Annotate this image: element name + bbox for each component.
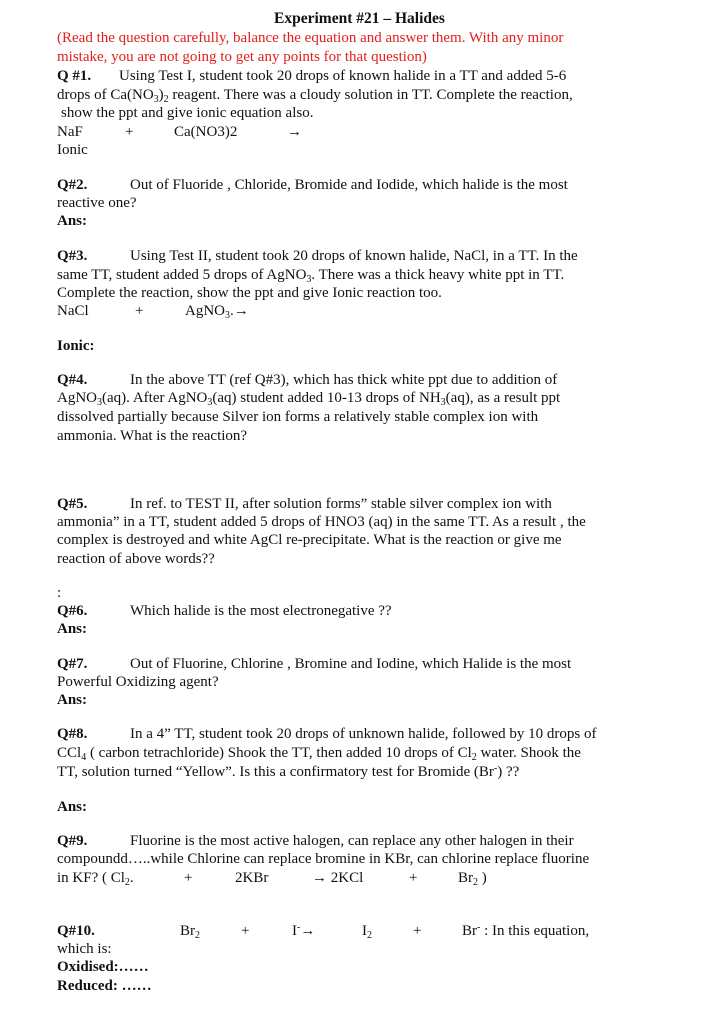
q1-eq-arrow: → — [287, 124, 302, 140]
q1-eq-plus: + — [125, 124, 134, 140]
q8-sup: - — [493, 763, 498, 774]
q10-br2-text: Br — [180, 923, 195, 939]
q4-line-4: ammonia. What is the reaction? — [57, 428, 248, 444]
q3-equation — [57, 302, 249, 321]
q1-eq-right: Ca(NO3)2 — [174, 124, 238, 140]
q4-text-2a: AgNO — [57, 390, 97, 406]
q10-i2-sub: 2 — [367, 930, 372, 941]
q1-sub-1: 3 — [153, 94, 159, 105]
q9-text-3b: . — [129, 870, 134, 886]
q4-text-2b: (aq). After AgNO — [102, 390, 208, 406]
q1-equation — [57, 123, 302, 142]
q3-eq-right-text: AgNO — [185, 303, 225, 319]
q10-bromide-post: : In this equation, — [480, 923, 590, 939]
q9-line-1 — [57, 832, 574, 851]
q1-text-2b: ) — [158, 87, 164, 103]
q10-oxidised: Oxidised:…… — [57, 959, 149, 975]
instructions-line-2: mistake, you are not going to get any points for that question) — [57, 49, 427, 65]
q9-line-3 — [57, 869, 487, 888]
q4-line-3: dissolved partially because Silver ion forms a relatively stable complex ion with — [57, 409, 539, 425]
q2-line-1 — [57, 176, 568, 195]
q3-eq-arrow: .→ — [230, 303, 249, 319]
q1-line-2 — [57, 86, 573, 105]
q8-line-2 — [57, 744, 581, 763]
q4-sub-1: 3 — [97, 397, 102, 408]
q8-text-2a: CCl — [57, 745, 82, 761]
q8-sub-2: 2 — [471, 752, 477, 763]
q8-text-2c: water. Shook the — [476, 745, 581, 761]
q5-line-4: reaction of above words?? — [57, 551, 215, 567]
q3-text-2a: same TT, student added 5 drops of AgNO — [57, 267, 307, 283]
q9-eq-arrow: → 2KCl — [312, 870, 364, 886]
q3-eq-right-sub: 3 — [225, 310, 230, 321]
q8-text-1: In a 4” TT, student took 20 drops of unknown halide, followed by 10 drops of — [130, 726, 597, 742]
q6-line-1 — [57, 602, 392, 621]
q4-text-1: In the above TT (ref Q#3), which has thick white ppt due to addition of — [130, 372, 558, 388]
q4-sub-2: 3 — [207, 397, 213, 408]
q1-label: Q #1. — [57, 68, 92, 84]
q3-eq-left: NaCl — [57, 303, 89, 319]
q7-line-2: Powerful Oxidizing agent? — [57, 674, 219, 690]
q1-text-2a: drops of Ca(NO — [57, 87, 154, 103]
q9-sub: 2 — [124, 877, 130, 888]
q10-i2-text: I — [362, 923, 367, 939]
q5-text-1: In ref. to TEST II, after solution forms” stable silver complex ion with — [130, 496, 552, 512]
q8-sub-1: 4 — [81, 752, 87, 763]
q10-bromide-sup: - — [477, 922, 481, 933]
q1-text-2c: reagent. There was a cloudy solution in TT. Complete the reaction, — [168, 87, 573, 103]
q10-i2 — [362, 922, 372, 941]
q6-label: Q#6. — [57, 603, 88, 619]
q4-text-2c: (aq) student added 10-13 drops of NH — [212, 390, 441, 406]
q10-iodide-text: I — [292, 923, 297, 939]
q4-line-1 — [57, 371, 558, 390]
q2-ans: Ans: — [57, 213, 88, 229]
q9-eq-br2-close: ) — [478, 870, 487, 886]
q3-label: Q#3. — [57, 248, 88, 264]
q10-bromide — [462, 922, 589, 941]
q4-sub-3: 3 — [440, 397, 446, 408]
q9-eq-kbr: 2KBr — [235, 870, 269, 886]
q3-ionic-label: Ionic: — [57, 338, 95, 354]
q4-label: Q#4. — [57, 372, 88, 388]
q3-line-1 — [57, 247, 578, 266]
q9-eq-plus-2: + — [409, 870, 418, 886]
q2-text-1: Out of Fluoride , Chloride, Bromide and Iodide, which halide is the most — [130, 177, 568, 193]
q3-eq-plus: + — [135, 303, 144, 319]
q3-line-3: Complete the reaction, show the ppt and give Ionic reaction too. — [57, 285, 442, 301]
q3-text-1: Using Test II, student took 20 drops of known halide, NaCl, in a TT. In the — [130, 248, 578, 264]
q9-eq-plus-1: + — [184, 870, 193, 886]
page-title: Experiment #21 – Halides — [274, 10, 445, 27]
q9-text-3 — [57, 870, 134, 886]
q9-eq-br2 — [458, 869, 487, 888]
q9-line-2: compoundd…..while Chlorine can replace bromine in KBr, can chlorine replace fluorine — [57, 851, 590, 867]
q3-line-2 — [57, 266, 564, 285]
q9-text-3a: in KF? ( Cl — [57, 870, 125, 886]
q4-line-2 — [57, 389, 560, 408]
q10-plus-1: + — [241, 923, 250, 939]
q10-bromide-text: Br — [462, 923, 477, 939]
q2-label: Q#2. — [57, 177, 88, 193]
q10-br2 — [180, 922, 200, 941]
q7-label: Q#7. — [57, 656, 88, 672]
q10-iodide — [292, 922, 315, 941]
q3-text-2b: . There was a thick heavy white ppt in TT. — [311, 267, 565, 283]
q5-line-2: ammonia” in a TT, student added 5 drops of HNO3 (aq) in the same TT. As a result , the — [57, 514, 586, 530]
q6-text-1: Which halide is the most electronegative ?? — [130, 603, 392, 619]
q8-line-3 — [57, 763, 519, 782]
q1-line-1 — [57, 67, 567, 86]
q8-ans: Ans: — [57, 799, 88, 815]
q9-eq-br2-text: Br — [458, 870, 473, 886]
q1-line-3: show the ppt and give ionic equation also. — [61, 105, 314, 121]
q7-text-1: Out of Fluorine, Chlorine , Bromine and Iodine, which Halide is the most — [130, 656, 572, 672]
q8-text-3a: TT, solution turned “Yellow”. Is this a confirmatory test for Bromide (Br — [57, 764, 494, 780]
q5-line-1 — [57, 495, 552, 514]
q10-line-1 — [57, 922, 590, 941]
q4-text-2d: (aq), as a result ppt — [445, 390, 561, 406]
q7-ans: Ans: — [57, 692, 88, 708]
q8-line-1 — [57, 725, 597, 744]
q1-ionic-label: Ionic — [57, 142, 88, 158]
q7-line-1 — [57, 655, 572, 674]
q10-iodide-sup: - — [297, 922, 301, 933]
q10-br2-sub: 2 — [195, 930, 200, 941]
q3-sub: 3 — [306, 274, 312, 285]
q1-eq-left: NaF — [57, 124, 83, 140]
q3-eq-right — [185, 302, 249, 321]
q10-plus-2: + — [413, 923, 422, 939]
q1-sub-2: 2 — [163, 94, 169, 105]
q2-line-2: reactive one? — [57, 195, 137, 211]
q5-label: Q#5. — [57, 496, 88, 512]
q9-eq-br2-sub: 2 — [473, 877, 478, 888]
stray-colon: : — [57, 585, 62, 601]
q8-text-3b: ) ?? — [497, 764, 520, 780]
q10-reduced: Reduced: …… — [57, 978, 152, 994]
q10-label: Q#10. — [57, 923, 95, 939]
q9-text-1: Fluorine is the most active halogen, can replace any other halogen in their — [130, 833, 574, 849]
q9-label: Q#9. — [57, 833, 88, 849]
q1-text-1: Using Test I, student took 20 drops of known halide in a TT and added 5-6 — [119, 68, 567, 84]
q8-label: Q#8. — [57, 726, 88, 742]
q5-line-3: complex is destroyed and white AgCl re-precipitate. What is the reaction or give me — [57, 532, 562, 548]
q8-text-2b: ( carbon tetrachloride) Shook the TT, then added 10 drops of Cl — [86, 745, 472, 761]
q10-which: which is: — [57, 941, 112, 957]
q10-arrow: → — [300, 923, 316, 939]
q6-ans: Ans: — [57, 621, 88, 637]
instructions-line-1: (Read the question carefully, balance the equation and answer them. With any minor — [57, 30, 564, 46]
